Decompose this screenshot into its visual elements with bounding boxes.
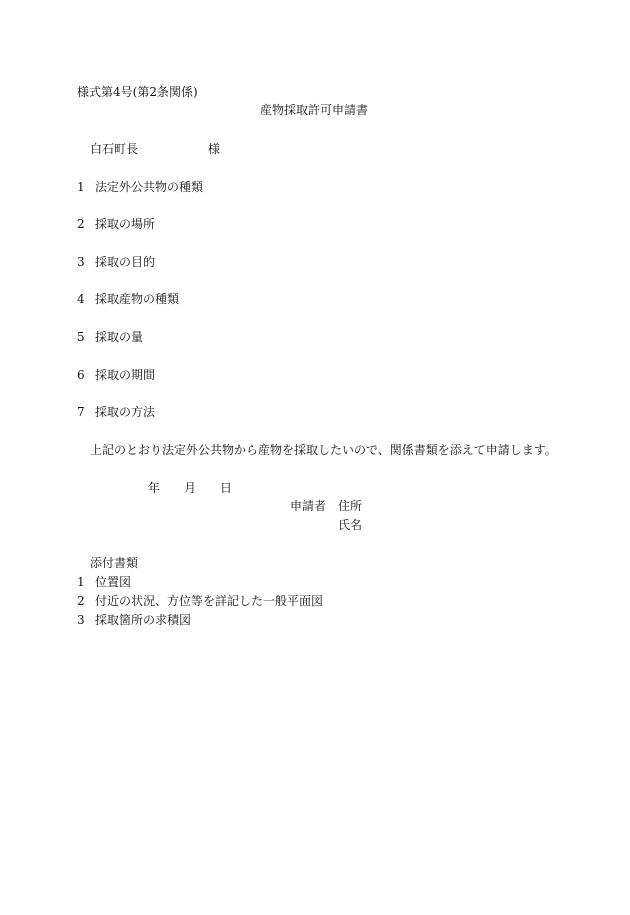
list-item: [77, 218, 155, 230]
list-item-number: 7: [77, 405, 85, 419]
date-day-label: 日: [220, 481, 233, 495]
applicant-name-label: 氏名: [338, 518, 363, 532]
attachment-item: [77, 576, 131, 588]
list-item-number: 2: [77, 217, 85, 231]
attachment-label: 付近の状況、方位等を詳記した一般平面図: [95, 594, 324, 608]
list-item-label: 採取の量: [95, 330, 144, 344]
list-item-number: 5: [77, 330, 85, 344]
application-statement: 上記のとおり法定外公共物から産物を採取したいので、関係書類を添えて申請します。: [90, 443, 557, 457]
date-month-label: 月: [184, 481, 197, 495]
applicant-label: 申請者: [290, 499, 327, 513]
applicant-address-label: 住所: [338, 499, 363, 513]
form-number-label: 様式第4号(第2条関係): [77, 85, 198, 99]
list-item-number: 3: [77, 255, 85, 269]
attachments-heading: 添付書類: [90, 556, 139, 570]
addressee-honorific: 様: [208, 142, 221, 156]
attachment-item: [77, 614, 191, 626]
attachment-label: 位置図: [95, 575, 132, 589]
list-item: [77, 256, 155, 268]
list-item: [77, 331, 143, 343]
list-item-label: 採取産物の種類: [95, 292, 180, 306]
attachment-number: 1: [77, 575, 85, 589]
list-item-label: 採取の場所: [95, 217, 156, 231]
attachment-item: [77, 595, 323, 607]
list-item: [77, 293, 179, 305]
list-item-label: 採取の目的: [95, 255, 156, 269]
list-item-number: 1: [77, 180, 85, 194]
attachment-number: 2: [77, 594, 85, 608]
addressee: 白石町長: [90, 142, 139, 156]
list-item-label: 採取の期間: [95, 368, 156, 382]
list-item: [77, 369, 155, 381]
list-item-number: 4: [77, 292, 85, 306]
list-item: [77, 406, 155, 418]
attachment-number: 3: [77, 613, 85, 627]
list-item-label: 法定外公共物の種類: [95, 180, 204, 194]
list-item: [77, 181, 203, 193]
date-year-label: 年: [148, 481, 161, 495]
attachment-label: 採取箇所の求積図: [95, 613, 192, 627]
list-item-number: 6: [77, 368, 85, 382]
document-title: 産物採取許可申請書: [260, 103, 369, 117]
list-item-label: 採取の方法: [95, 405, 156, 419]
